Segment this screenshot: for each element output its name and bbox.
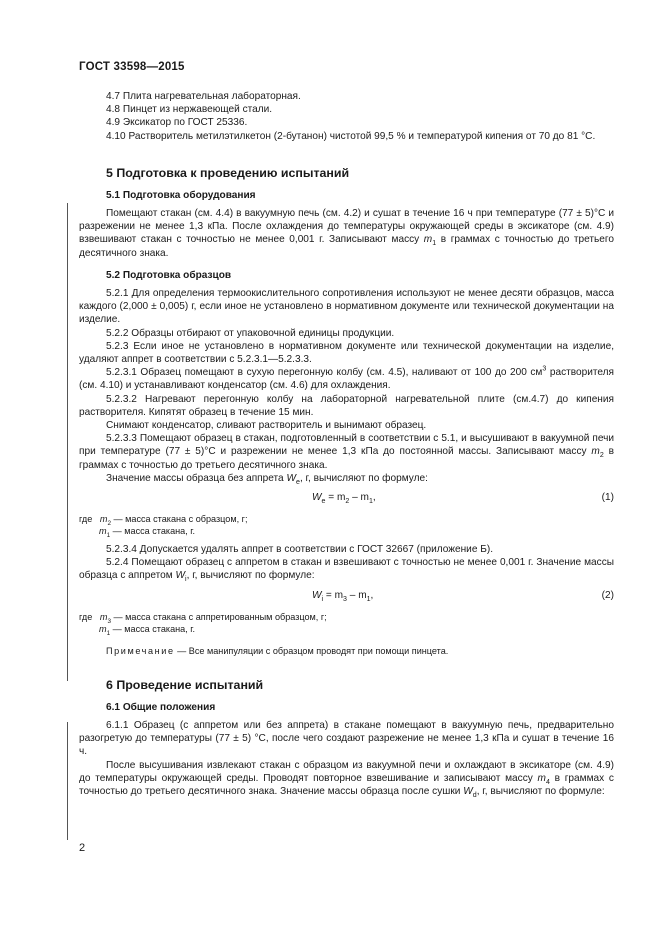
formula-1-number: (1): [601, 492, 614, 504]
paragraph-5-2-4: 5.2.4 Помещают образец с аппретом в стакан и взвешивают с точностью не менее 0,001 г. Значение массы образца с аппретом $W_i$, г, вычисляют по формуле:: [79, 557, 614, 584]
formula-2: [79, 587, 614, 605]
document-body: [79, 90, 614, 798]
formula-2-legend: [79, 611, 614, 635]
formula-1-legend: [79, 513, 614, 537]
paragraph-6-1-1: 6.1.1 Образец (с аппретом или без аппрета) в стакане помещают в вакуумную печь, предварительно разогретую до температуры (77 ± 5) °С, после чего создают разрежение не менее 1,3 кПа и сушат в течение 16 ч.: [79, 719, 614, 758]
subsection-5-2-title: 5.2 Подготовка образцов: [106, 269, 232, 281]
paragraph-5-2-3-2: 5.2.3.2 Нагревают перегонную колбу на лабораторной нагревательной плите (см.4.7) до кипения растворителя. Кипятят образец в течение 15 мин.: [79, 393, 614, 418]
formula-1: [79, 489, 614, 507]
paragraph-5-2-3-4: 5.2.3.4 Допускается удалять аппрет в соответствии с ГОСТ 32667 (приложение Б).: [106, 544, 494, 556]
subsection-5-1-title: 5.1 Подготовка оборудования: [106, 189, 256, 201]
formula-2-number: (2): [601, 589, 614, 601]
note-label: Примечание: [106, 645, 175, 656]
section-6-title: 6 Проведение испытаний: [106, 677, 264, 692]
legend-row: где $m_2$ — масса стакана с образцом, г;: [79, 514, 248, 527]
paragraph-5-2-1: 5.2.1 Для определения термоокислительного сопротивления используют не менее десяти образцов, масса каждого (2,000 ± 0,005) г, если иное не установлено в нормативном документе или технической документации на изделие.: [79, 288, 614, 326]
paragraph-6-1-2: После высушивания извлекают стакан с образцом из вакуумной печи и охлаждают в эксикаторе (см. 4.9) до температуры окружающей среды. Проводят повторное взвешивание и записывают массу $m_4$ в граммах с точностью до третьего десятичного знака. Значение массы образца после сушки $W_d$, г, вычисляют по формуле:: [79, 759, 614, 799]
note-text: — Все манипуляции с образцом проводят при помощи пинцета.: [174, 645, 449, 656]
legend-row: $m_1$ — масса стакана, г.: [99, 623, 196, 637]
revision-bar: [67, 722, 68, 840]
legend-row: где $m_3$ — масса стакана с аппретированным образцом, г;: [79, 611, 327, 625]
document-header: ГОСТ 33598—2015: [79, 61, 185, 73]
list-item: 4.8 Пинцет из нержавеющей стали.: [106, 104, 273, 116]
list-item: 4.10 Растворитель метилэтилкетон (2-бутанон) чистотой 99,5 % и температурой кипения от 70 до 81 °С.: [106, 130, 596, 142]
paragraph-5-2-3-2b: Снимают конденсатор, сливают растворитель и вынимают образец.: [106, 420, 427, 432]
paragraph-5-2-3: 5.2.3 Если иное не установлено в нормативном документе или технической документации на изделие, удаляют аппрет в соответствии с 5.2.3.1—5.2.3.3.: [79, 340, 614, 366]
paragraph-5-2-2: 5.2.2 Образцы отбирают от упаковочной единицы продукции.: [106, 327, 395, 339]
paragraph-5-2-3-3: 5.2.3.3 Помещают образец в стакан, подготовленный в соответствии с 5.1, и высушивают в вакуумной печи при температуре (77 ± 5)°С и разрежении не менее 1,3 кПа до постоянной массы. Записывают массу $m_2$ в граммах с точностью до третьего десятичного знака.: [79, 433, 614, 471]
legend-row: $m_1$ — масса стакана, г.: [99, 526, 196, 539]
paragraph-we: Значение массы образца без аппрета $W_e$, г, вычисляют по формуле:: [106, 472, 428, 486]
list-item: 4.9 Эксикатор по ГОСТ 25336.: [106, 117, 248, 129]
paragraph-5-2-3-1: 5.2.3.1 Образец помещают в сухую перегонную колбу (см. 4.5), наливают от 100 до 200 $см^3$ растворителя (см. 4.10) и устанавливают конденсатор (см. 4.6) для охлаждения.: [79, 365, 614, 392]
page-number: 2: [79, 842, 86, 854]
revision-bar: [67, 203, 68, 681]
paragraph-5-1: Помещают стакан (см. 4.4) в вакуумную печь (см. 4.2) и сушат в течение 16 ч при температуре (77 ± 5)°С и разрежении не менее 1,3 кПа. После охлаждения до температуры окружающей среды в эксикаторе (см. 4.9) взвешивают стакан с точностью не менее 0,001 г. Записывают массу $m_1$ в граммах с точностью до третьего десятичного знака.: [79, 208, 614, 259]
section-5-title: 5 Подготовка к проведению испытаний: [106, 165, 350, 180]
list-item: 4.7 Плита нагревательная лабораторная.: [106, 91, 301, 102]
formula-2-expression: $W_i = m_3 - m_1$,: [312, 589, 374, 603]
subsection-6-1-title: 6.1 Общие положения: [106, 701, 216, 713]
formula-1-expression: $W_e = m_2 - m_1$,: [312, 492, 376, 506]
note: [106, 645, 614, 657]
